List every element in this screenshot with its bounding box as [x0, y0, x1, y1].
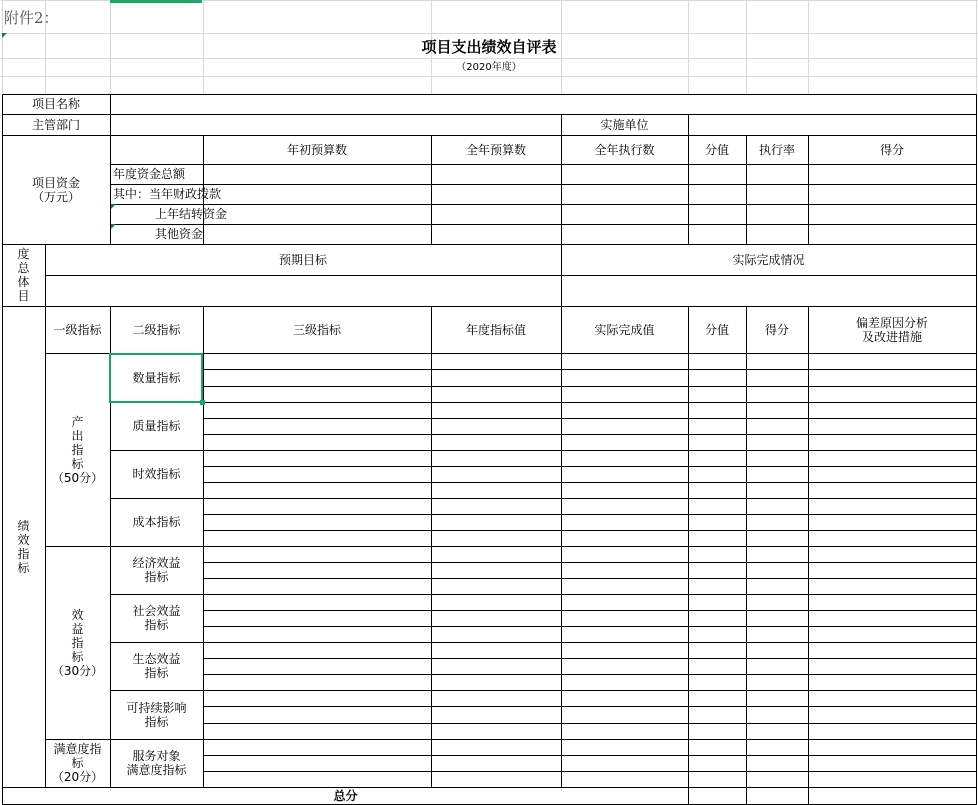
col-header: 年初预算数 — [286, 142, 347, 157]
funds-label: 项目资金 （万元） — [31, 175, 80, 204]
level2-indicator[interactable]: 社会效益 指标 — [132, 604, 181, 632]
total-label: 总分 — [333, 788, 358, 803]
dept-label: 主管部门 — [31, 117, 80, 132]
attachment-label: 附件2： — [4, 9, 59, 27]
col-header: 偏差原因分析 及改进措施 — [855, 315, 928, 344]
col-header: 三级指标 — [292, 322, 341, 337]
level2-indicator[interactable]: 经济效益 指标 — [132, 556, 181, 584]
level2-indicator[interactable]: 时效指标 — [132, 467, 181, 481]
col-header: 实际完成值 — [594, 322, 655, 337]
col-header: 得分 — [764, 322, 789, 337]
expected-goal-header: 预期目标 — [278, 252, 327, 267]
output-indicators-label: 产 出 指 标 （50分） — [51, 414, 104, 485]
page-title: 项目支出绩效自评表 — [421, 38, 557, 56]
fill-handle[interactable] — [200, 400, 205, 405]
fund-item: 其他资金 — [155, 227, 204, 241]
fund-item: 上年结转资金 — [155, 207, 228, 221]
goals-side-label: 度 总 体 目 — [17, 247, 30, 303]
col-header: 年度指标值 — [465, 322, 526, 337]
level2-indicator[interactable]: 成本指标 — [132, 515, 181, 529]
satisfaction-indicators-label: 满意度指 标 （20分） — [51, 742, 104, 784]
level2-indicator[interactable]: 生态效益 指标 — [132, 652, 181, 680]
active-column-marker — [110, 0, 202, 3]
col-header: 一级指标 — [53, 322, 102, 337]
col-header: 得分 — [879, 142, 904, 157]
project-name-label: 项目名称 — [31, 97, 80, 111]
col-header: 分值 — [704, 142, 729, 157]
indicators-side-label: 绩 效 指 标 — [17, 518, 30, 575]
selected-cell[interactable] — [109, 353, 203, 403]
actual-completion-header: 实际完成情况 — [732, 252, 805, 267]
level2-indicator[interactable]: 质量指标 — [132, 419, 181, 433]
level2-indicator[interactable]: 数量指标 — [132, 370, 181, 385]
level2-indicator[interactable]: 可持续影响 指标 — [126, 700, 187, 729]
col-header: 全年预算数 — [465, 142, 526, 157]
page-subtitle: （2020年度） — [456, 62, 522, 73]
col-header: 分值 — [704, 322, 729, 337]
col-header: 二级指标 — [132, 322, 181, 337]
level2-indicator[interactable]: 服务对象 满意度指标 — [126, 749, 187, 777]
benefit-indicators-label: 效 益 指 标 （30分） — [51, 607, 104, 678]
comment-marker — [111, 204, 116, 209]
impl-unit-label: 实施单位 — [600, 117, 649, 132]
fund-item: 年度资金总额 — [113, 167, 186, 181]
comment-marker — [111, 224, 116, 229]
col-header: 全年执行数 — [594, 142, 655, 157]
col-header: 执行率 — [758, 142, 795, 157]
fund-item: 其中：当年财政拨款 — [113, 187, 222, 201]
